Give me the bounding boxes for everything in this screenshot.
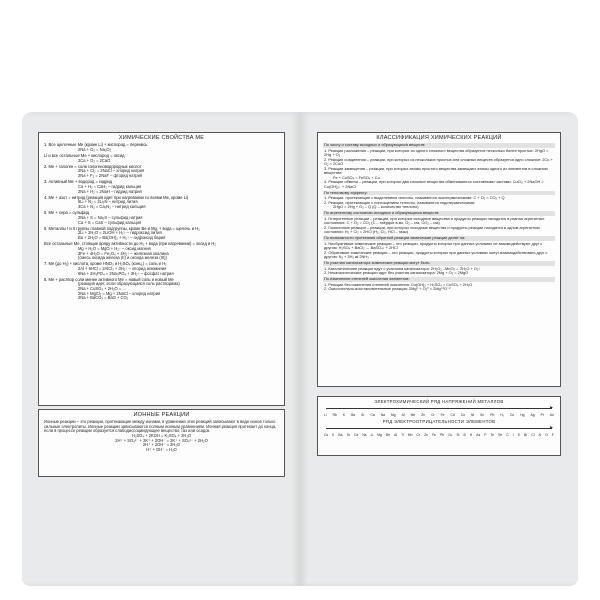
classification-item: 1. Гетерогенные реакции – реакции, при которых исходные вещества и продукты реакции находятся в разных агрегатных состояниях: C + O₂ = CO₂ (C – твёрдое в-во, O₂ – газ, CO₂ – газ) xyxy=(324,215,545,225)
element-symbol: N xyxy=(538,433,542,437)
metal-symbol: Mn xyxy=(410,413,416,417)
ionic-equation: H⁺ + OH⁻ = H₂O xyxy=(146,446,177,452)
ionic-equations xyxy=(39,434,284,452)
property-heading: 5. Ме + сера = сульфид xyxy=(44,210,90,216)
ionic-panel xyxy=(38,409,285,477)
properties-list xyxy=(39,143,284,301)
metal-symbol: Sr xyxy=(361,413,365,417)
classification-item: 1. Каталитические реакции идут с участием катализатора: 2H₂O₂ –MnO₂→ 2H₂O + O₂↑ xyxy=(324,265,481,271)
element-symbol: Ba xyxy=(338,433,343,437)
classification-panel xyxy=(317,132,561,387)
property-equation: 2Al + 6HCl = 2AlCl₃ + 3H₂↑ – хлорид алюминия xyxy=(78,265,167,271)
classification-heading: По изменению степеней окисления элементов: xyxy=(323,277,555,282)
property-heading: 8. Ме + раствор соли менее активного Ме = новый соль и новый Ме xyxy=(44,276,174,282)
metal-symbol: Cd xyxy=(450,413,455,417)
metal-symbol: Ni xyxy=(471,413,475,417)
property-heading: 7. Ме (до H₂) + кислота, кроме HNO₃ и H₂SO₄ (конц.) = соль и H₂ xyxy=(44,261,167,267)
ionic-equation: H₂SO₄ + 2KOH = K₂SO₄ + 2H₂O xyxy=(131,433,192,439)
element-symbol: Cs xyxy=(324,433,329,437)
metal-symbol: Mg xyxy=(391,413,396,417)
electroneg-arrow: ► xyxy=(326,425,552,432)
element-symbol: Zn xyxy=(424,433,428,437)
right-page xyxy=(300,112,578,586)
element-symbol: K xyxy=(332,433,335,437)
element-symbol: Ca xyxy=(353,433,359,437)
classification-heading: По возможности протекания обратной реакции химические реакции делят на: xyxy=(323,236,555,241)
classification-item: 2. Обратимые химические реакции – это реакции, продукты которых при данных условиях могут взаимодействовать друг с другом: N₂ + 3H₂ ⇌ 2NH₃ xyxy=(324,249,548,259)
metal-symbol: Hg xyxy=(520,413,525,417)
classification-heading: По участию катализатора химические реакции могут быть: xyxy=(323,261,555,266)
property-equation: 2Na + S = Na₂S – сульфид натрия xyxy=(78,214,143,220)
element-symbol: Mg xyxy=(377,433,382,437)
classification-section xyxy=(323,191,555,210)
property-equation: 2Na + Cl₂ = 2NaCl – хлорид натрия xyxy=(78,168,145,174)
ionic-equation: 2H⁺ + SO₄²⁻ + 2K⁺ + 2OH⁻ = 2K⁺ + SO₄²⁻ + 2H₂O xyxy=(115,437,208,443)
classification-title: КЛАССИФИКАЦИЯ ХИМИЧЕСКИХ РЕАКЦИЙ xyxy=(376,135,502,141)
property-heading: 4. Ме + азот = нитрид (реакция идет при нагревании со всеми Ме, кроме Li) xyxy=(44,194,189,200)
element-symbol: Si xyxy=(456,433,460,437)
property-section xyxy=(44,211,280,225)
element-symbol: Pb xyxy=(440,433,445,437)
property-section xyxy=(44,154,280,163)
property-section xyxy=(44,143,280,152)
classification-section xyxy=(323,277,555,292)
metal-symbol: Ba xyxy=(351,413,356,417)
property-equation: (реакция идет, если образующаяся соль растворима) xyxy=(78,281,180,287)
elements-row xyxy=(324,433,554,437)
metal-symbol: Pt xyxy=(540,413,544,417)
property-equation: Ca + H₂ = CaH₂ – гидрид кальция xyxy=(78,183,142,189)
electroneg-title: РЯД ЭЛЕКТРООТРИЦАТЕЛЬНОСТИ ЭЛЕМЕНТОВ xyxy=(382,419,496,424)
metal-symbol: Sn xyxy=(480,413,485,417)
classification-item: 3. Реакции замещения – реакции, при которых атомы простого вещества замещают атомы одного из элементов в сложном веществе: xyxy=(324,165,548,175)
property-equation: 2Na + F₂ = 2NaF – фторид натрия xyxy=(78,173,143,179)
classification-heading: По числу и составу исходных и образующихся веществ: xyxy=(323,143,555,148)
ionic-equation: 2H⁺ + 2OH⁻ = 2H₂O xyxy=(142,442,181,448)
classification-item: 1. Реакции разложения – реакции, при которых из одного сложного вещества образуется несколько более простых: 2HgO = 2Hg + O₂ xyxy=(324,147,549,157)
metal-symbol: Al xyxy=(401,413,405,417)
property-section xyxy=(44,278,280,301)
classification-item: 2. Реакции соединения – реакции, при которых из нескольких простых или сложных веществ образуется одно сложное: 2Cu + O₂ = 2CuO xyxy=(324,156,553,166)
element-symbol: Li xyxy=(370,433,374,437)
property-equation: 2Na + O₂ = Na₂O₂ xyxy=(78,146,112,152)
property-equation: Mg + H₂O = MgO + H₂↑ – оксид магния xyxy=(78,245,151,251)
metal-symbol: Ag xyxy=(530,413,535,417)
classification-item: Fe + CuSO₄ = FeSO₄ + Cu xyxy=(333,174,380,180)
classification-section xyxy=(323,211,555,235)
metal-symbol: H₂ xyxy=(500,413,504,417)
classification-heading: По тепловому эффекту: xyxy=(323,191,555,196)
property-equation: (смесь оксида железа (II) и оксида железа (III)) xyxy=(78,255,167,261)
element-symbol: Cr xyxy=(416,433,420,437)
classification-item: 1. Реакции без изменения степеней окисления: Cu(OH)₂ + H₂SO₄ = CuSO₄ + 2H₂O xyxy=(324,281,473,287)
property-equation: 2Na + H₂ = 2NaH – гидрид натрия xyxy=(78,188,142,194)
property-equation: Ba + 2H₂O = Ba(OH)₂ + H₂↑ – гидроксид бария xyxy=(78,235,166,241)
metal-symbol: K xyxy=(342,413,346,417)
property-equation: 3Fe + 4H₂O = Fe₃O₄ + 4H₂↑ – железная окалина xyxy=(78,250,169,256)
classification-item: 1. Необратимые химические реакции – это реакции, продукты которых при данных условиях не взаимодействуют друг с другом: H₂SO₄ + BaCl₂ → BaSO₄↓ + 2HCl xyxy=(324,240,543,250)
element-symbol: S xyxy=(517,433,520,437)
element-symbol: Cl xyxy=(531,433,535,437)
element-symbol: O xyxy=(545,433,548,437)
classification-item: 2. Окислительно-восстановительные реакции: 2Mg⁰ + O₂⁰ = 2Mg⁺²O⁻² xyxy=(324,286,451,291)
metal-symbol: Ca xyxy=(370,413,375,417)
metal-symbol: Au xyxy=(549,413,554,417)
element-symbol: B xyxy=(463,433,466,437)
property-section xyxy=(44,242,280,260)
element-symbol: I xyxy=(512,433,514,437)
metal-symbol: Na xyxy=(380,413,385,417)
element-symbol: Br xyxy=(524,433,528,437)
classification-heading: По агрегатному состоянию исходных и образующихся веществ: xyxy=(323,211,555,216)
metals-row xyxy=(324,413,554,417)
property-equation: Ca + S = CaS – сульфид кальция xyxy=(78,219,142,225)
property-equation: 6Na + 2H₃PO₄ = 2Na₃PO₄ + 3H₂↑ – фосфат натрия xyxy=(78,270,174,276)
property-heading: 2. Ме + галоген = соли галогеноводородных кислот xyxy=(44,163,142,169)
property-heading: 6. Металлы I и II группы главной подгруппы, кроме Be и Mg, + вода = щелочь и H₂ xyxy=(44,225,200,231)
property-heading: Li и все остальные Ме + кислород = оксид xyxy=(44,152,125,158)
classification-item: 2. Реакции, протекающие с поглощением теплоты, называются эндотермическими: xyxy=(324,199,476,205)
property-section xyxy=(44,227,280,241)
metal-symbol: Co xyxy=(460,413,465,417)
element-symbol: Se xyxy=(498,433,503,437)
classification-item: 2. Некаталитические реакции идут без участия катализатора: 2Mg + O₂ = 2MgO xyxy=(324,270,469,275)
classification-section xyxy=(323,143,555,189)
metal-symbol: Li xyxy=(324,413,327,417)
metal-symbol: Cr xyxy=(431,413,435,417)
open-notebook xyxy=(22,112,578,586)
property-section xyxy=(44,180,280,194)
element-symbol: C xyxy=(506,433,509,437)
property-heading: 1. Все щелочные Ме (кроме Li) + кислород = перекись xyxy=(44,142,148,147)
classification-section xyxy=(323,261,555,276)
series-arrow: ► xyxy=(326,405,552,412)
element-symbol: H xyxy=(469,433,473,437)
metal-symbol: Cu xyxy=(510,413,515,417)
properties-panel xyxy=(38,132,285,406)
classification-item: 2. Гомогенные реакции – реакции, при которых исходные вещества и продукты реакции находятся в одном агрегатном состоянии: H₂ + Cl₂ = 2HCl (H₂, Cl₂, HCl – газы) xyxy=(324,224,540,234)
element-symbol: Cu xyxy=(448,433,453,437)
property-heading: Все остальные Ме, стоящие вряду активности до H₂ + вода (при нагревании) = оксид и H₂ xyxy=(44,241,216,247)
series-panel xyxy=(317,396,561,456)
element-symbol: Ti xyxy=(401,433,404,437)
element-symbol: Be xyxy=(385,433,390,437)
element-symbol: F xyxy=(551,433,554,437)
metal-symbol: Pb xyxy=(490,413,495,417)
properties-title: ХИМИЧЕСКИЕ СВОЙСТВА МЕ xyxy=(118,135,205,141)
classification-item: 2HgO = 2Hg + O₂ – Q (Q – количество теплоты) xyxy=(333,204,419,209)
metal-symbol: Zn xyxy=(421,413,426,417)
property-equation: 2Ca + O₂ = 2CaO xyxy=(78,157,111,163)
element-symbol: Al xyxy=(394,433,398,437)
element-symbol: P xyxy=(484,433,487,437)
classification-item: 1. Реакции, протекающие с выделением теплоты, называются экзотермическими: C + O₂ = CO₂ + Q xyxy=(324,195,505,200)
property-heading: 3. Активный Ме + водород = гидрид xyxy=(44,179,113,185)
property-equation: 2Na + BaCO₃ = BaO + CO₂ xyxy=(78,295,129,301)
property-equation: 2Na + CuSO₄ + 2H₂O = ... xyxy=(78,286,126,292)
element-symbol: Fe xyxy=(432,433,436,437)
ionic-title: ИОННЫЕ РЕАКЦИИ xyxy=(133,412,190,418)
element-symbol: Sr xyxy=(346,433,350,437)
property-section xyxy=(44,196,280,210)
property-section xyxy=(44,165,280,179)
series-title: ЭЛЕКТРОХИМИЧЕСКИЙ РЯД НАПРЯЖЕНИЙ МЕТАЛЛОВ xyxy=(374,399,504,404)
left-page xyxy=(22,112,300,586)
property-equation: 2Li + 2H₂O = 2LiOH + H₂↑ – гидроксид лития xyxy=(78,230,162,236)
element-symbol: Te xyxy=(490,433,494,437)
element-symbol: Mn xyxy=(407,433,413,437)
property-equation: 3Ca + N₂ = Ca₃N₂ – нитрид кальция xyxy=(78,204,146,210)
property-equation: 6Li + N₂ = 2Li₃N – нитрид лития xyxy=(78,199,138,205)
classification-section xyxy=(323,236,555,260)
property-section xyxy=(44,262,280,276)
element-symbol: Na xyxy=(362,433,367,437)
property-equation: 2Na + MgCl₂ = Mg + 2NaCl – хлорид натрия xyxy=(78,290,161,296)
metal-symbol: Rb xyxy=(332,413,337,417)
metal-symbol: Fe xyxy=(440,413,445,417)
element-symbol: As xyxy=(476,433,481,437)
ionic-text: Ионные реакции – это реакции, протекающие между ионами, в уравнении этих реакций записывают в виде ионов только сильные электролиты. Ионные реакции записываются полным ионным уравнением. Ионная реакция протекает до конца, если в процессе реакции образуется слабодиссоциирующее вещество, газ или осадок. xyxy=(44,419,277,434)
classification-item: 4. Реакции обмена – реакции, при которых два сложных вещества обмениваются составными частями: CuCl₂ + 2NaOH = Cu(OH)₂↓ + 2NaCl xyxy=(324,179,544,189)
classification-list xyxy=(318,143,560,292)
